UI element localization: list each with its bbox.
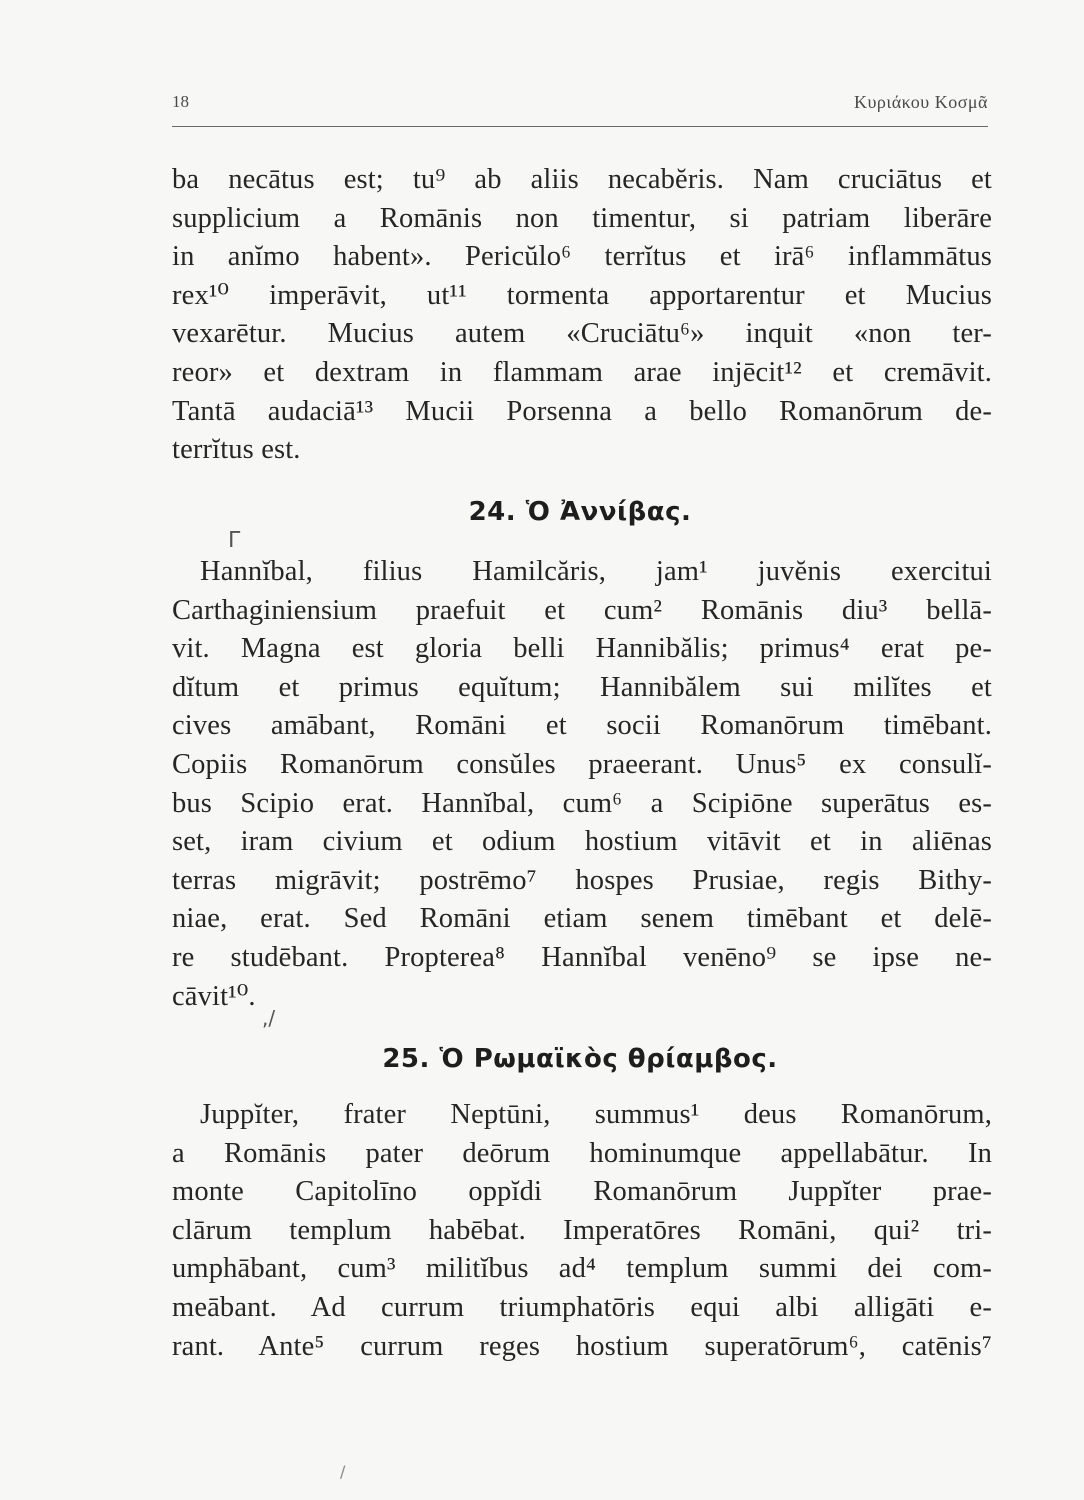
- text-line: Juppĭter, frater Neptūni, summus¹ deus Romanōrum,: [200, 1099, 992, 1130]
- text-line: a Romānis pater deōrum hominumque appellabātur. In: [172, 1137, 992, 1169]
- section-heading-25: 25. Ὁ Ρωμαϊκὸς θρίαμβος.: [382, 1044, 778, 1074]
- text-line: Hannĭbal, filius Hamilcăris, jam¹ juvĕnis exercitui: [200, 556, 992, 587]
- text-line: Carthaginiensium praefuit et cum² Romānis diu³ bellā-: [172, 594, 992, 626]
- paragraph-continuation: [172, 161, 992, 470]
- text-line: Copiis Romanōrum consŭles praeerant. Unus⁵ ex consulĭ-: [172, 748, 992, 780]
- text-line: rant. Ante⁵ currum reges hostium superatōrum⁶, catēnis⁷: [172, 1330, 992, 1362]
- text-line: cives amābant, Romāni et socii Romanōrum timēbant.: [172, 710, 992, 742]
- text-line: set, iram civium et odium hostium vitāvit et in aliēnas: [172, 826, 992, 858]
- pencil-mark: ,/: [262, 1006, 276, 1030]
- text-line: terras migrāvit; postrēmo⁷ hospes Prusiae, regis Bithy-: [172, 864, 992, 896]
- page-number: 18: [172, 92, 189, 111]
- text-line: bus Scipio erat. Hannĭbal, cum⁶ a Scipiōne superātus es-: [172, 787, 992, 819]
- margin-pencil-mark: ᒥ: [228, 528, 241, 553]
- text-line: Tantā audaciā¹³ Mucii Porsenna a bello Romanōrum de-: [172, 395, 992, 427]
- text-line: umphābant, cum³ militĭbus ad⁴ templum summi dei com-: [172, 1253, 992, 1285]
- text-line: niae, erat. Sed Romāni etiam senem timēbant et delē-: [172, 903, 992, 935]
- section-heading-24: 24. Ὁ Ἀννίβας.: [468, 497, 692, 527]
- text-line: cāvit¹⁰.: [172, 980, 256, 1012]
- running-title: Κυριάκου Κοσμᾶ: [853, 92, 988, 112]
- section-24-text: [172, 553, 992, 1016]
- text-line: in anĭmo habent». Pericŭlo⁶ terrĭtus et irā⁶ inflammātus: [172, 241, 992, 273]
- header-rule: [172, 126, 988, 127]
- text-line: terrĭtus est.: [172, 434, 301, 466]
- stray-mark: /: [340, 1462, 346, 1481]
- text-line: reor» et dextram in flammam arae injēcit¹² et cremāvit.: [172, 356, 992, 388]
- text-line: meābant. Ad currum triumphatōris equi albi alligāti e-: [172, 1291, 992, 1323]
- text-line: dĭtum et primus equĭtum; Hannibălem sui milĭtes et: [172, 671, 992, 703]
- running-head: [172, 92, 988, 120]
- text-line: supplicium a Romānis non timentur, si patriam liberāre: [172, 202, 992, 234]
- text-line: clārum templum habēbat. Imperatōres Romāni, qui² tri-: [172, 1214, 992, 1246]
- text-line: ba necātus est; tu⁹ ab aliis necabĕris. Nam cruciātus et: [172, 164, 992, 195]
- text-line: monte Capitolīno oppĭdi Romanōrum Juppĭter prae-: [172, 1176, 992, 1208]
- text-line: vexarētur. Mucius autem «Cruciātu⁶» inquit «non ter-: [172, 318, 992, 350]
- text-line: rex¹⁰ imperāvit, ut¹¹ tormenta apportarentur et Mucius: [172, 279, 992, 311]
- text-line: vit. Magna est gloria belli Hannibălis; primus⁴ erat pe-: [172, 633, 992, 665]
- section-25-text: [172, 1096, 992, 1366]
- text-line: re studēbant. Propterea⁸ Hannĭbal venēno⁹ se ipse ne-: [172, 941, 992, 973]
